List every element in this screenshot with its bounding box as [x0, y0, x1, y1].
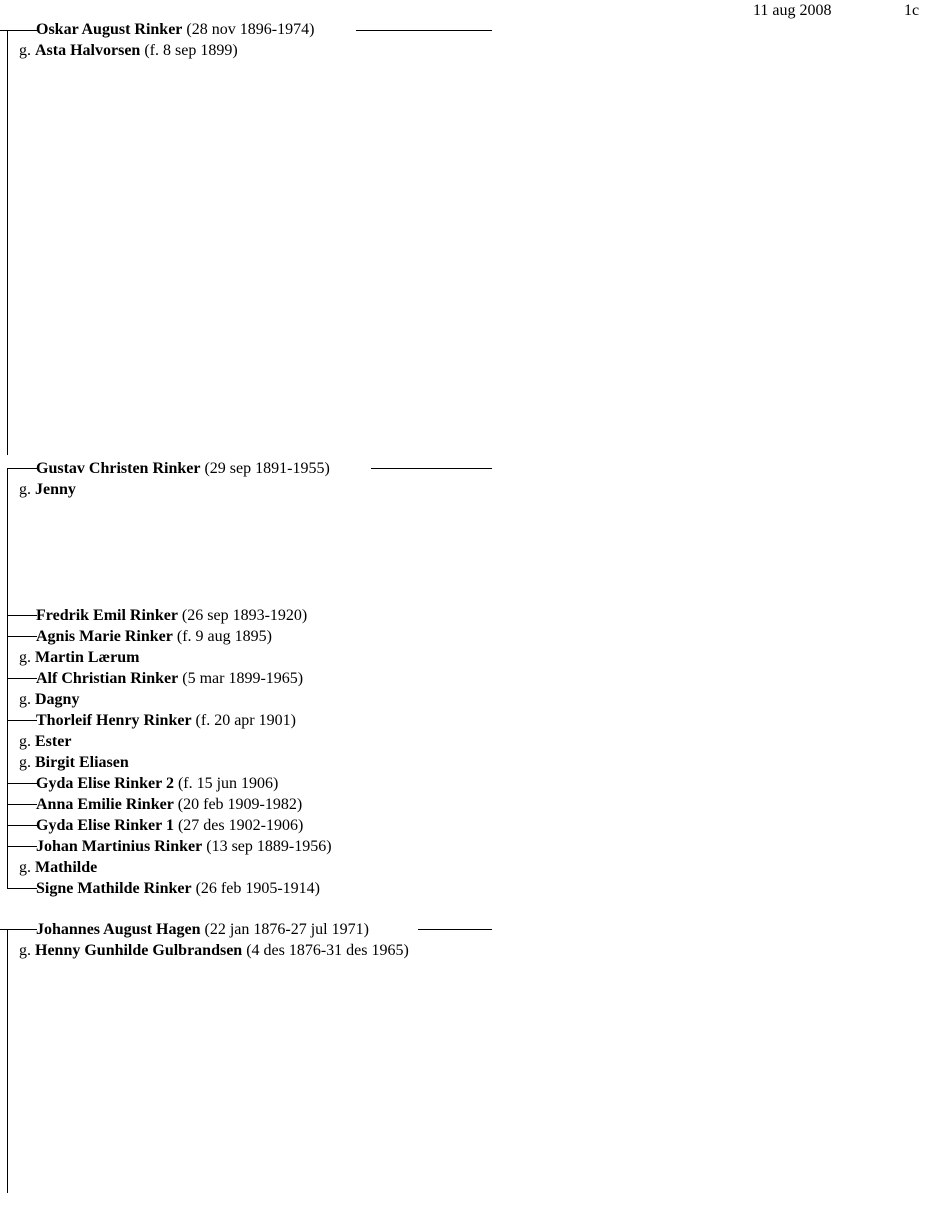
tree-connector-1 — [7, 30, 8, 455]
person-dates: (20 feb 1909-1982) — [177, 796, 303, 813]
person-dates: (26 feb 1905-1914) — [195, 880, 320, 897]
person-name: Alf Christian Rinker — [36, 670, 179, 687]
tree-branch — [7, 30, 37, 31]
spouse-prefix: g. — [19, 754, 31, 771]
tree-branch — [7, 825, 37, 826]
person-entry — [36, 21, 314, 39]
spouse-entry — [19, 733, 71, 751]
tree-branch — [7, 678, 37, 679]
tree-branch — [7, 468, 37, 469]
person-entry — [36, 607, 307, 625]
person-dates: (26 sep 1893-1920) — [181, 607, 308, 624]
spouse-entry — [19, 754, 129, 772]
spouse-name: Martin Lærum — [35, 649, 140, 666]
person-entry — [36, 796, 302, 814]
tree-continuation — [418, 929, 492, 930]
person-name: Signe Mathilde Rinker — [36, 880, 192, 897]
person-dates: (f. 9 aug 1895) — [176, 628, 272, 645]
person-entry — [36, 838, 332, 856]
spouse-prefix: g. — [19, 42, 31, 59]
spouse-entry — [19, 942, 409, 960]
tree-continuation — [356, 30, 492, 31]
person-dates: (22 jan 1876-27 jul 1971) — [204, 921, 369, 938]
person-name: Gyda Elise Rinker 1 — [36, 817, 174, 834]
person-dates: (f. 15 jun 1906) — [177, 775, 279, 792]
spouse-dates: (4 des 1876-31 des 1965) — [246, 942, 409, 959]
spouse-prefix: g. — [19, 859, 31, 876]
person-name: Fredrik Emil Rinker — [36, 607, 178, 624]
person-dates: (29 sep 1891-1955) — [204, 460, 330, 477]
person-name: Anna Emilie Rinker — [36, 796, 174, 813]
spouse-dates: (f. 8 sep 1899) — [144, 42, 238, 59]
person-entry — [36, 712, 296, 730]
tree-continuation — [371, 468, 492, 469]
tree-branch — [7, 846, 37, 847]
spouse-entry — [19, 42, 238, 60]
person-entry — [36, 775, 278, 793]
spouse-name: Mathilde — [35, 859, 98, 876]
person-dates: (28 nov 1896-1974) — [186, 21, 315, 38]
spouse-entry — [19, 481, 76, 499]
person-entry — [36, 817, 303, 835]
page-number: 1c — [904, 2, 920, 19]
spouse-prefix: g. — [19, 691, 31, 708]
person-dates: (13 sep 1889-1956) — [206, 838, 332, 855]
print-date: 11 aug 2008 — [753, 2, 832, 19]
person-name: Gustav Christen Rinker — [36, 460, 201, 477]
person-entry — [36, 628, 272, 646]
spouse-name: Birgit Eliasen — [35, 754, 129, 771]
spouse-entry — [19, 649, 139, 667]
tree-branch — [7, 615, 37, 616]
spouse-name: Asta Halvorsen — [35, 42, 141, 59]
spouse-name: Henny Gunhilde Gulbrandsen — [35, 942, 243, 959]
person-entry — [36, 670, 303, 688]
spouse-entry — [19, 691, 79, 709]
person-entry — [36, 880, 320, 898]
person-name: Johan Martinius Rinker — [36, 838, 203, 855]
person-entry — [36, 921, 369, 939]
person-dates: (f. 20 apr 1901) — [195, 712, 296, 729]
spouse-prefix: g. — [19, 942, 31, 959]
tree-branch — [7, 783, 37, 784]
person-name: Thorleif Henry Rinker — [36, 712, 192, 729]
spouse-name: Ester — [35, 733, 72, 750]
tree-branch — [7, 804, 37, 805]
person-name: Oskar August Rinker — [36, 21, 183, 38]
person-dates: (27 des 1902-1906) — [177, 817, 304, 834]
tree-branch — [7, 720, 37, 721]
spouse-name: Jenny — [35, 481, 76, 498]
person-name: Johannes August Hagen — [36, 921, 201, 938]
person-entry — [36, 460, 330, 478]
person-name: Gyda Elise Rinker 2 — [36, 775, 174, 792]
spouse-prefix: g. — [19, 649, 31, 666]
person-dates: (5 mar 1899-1965) — [182, 670, 304, 687]
spouse-entry — [19, 859, 97, 877]
spouse-prefix: g. — [19, 733, 31, 750]
tree-branch — [7, 636, 37, 637]
person-name: Agnis Marie Rinker — [36, 628, 173, 645]
spouse-prefix: g. — [19, 481, 31, 498]
spouse-name: Dagny — [35, 691, 80, 708]
tree-connector-3 — [7, 929, 8, 1193]
tree-branch — [7, 929, 37, 930]
tree-branch — [7, 888, 37, 889]
